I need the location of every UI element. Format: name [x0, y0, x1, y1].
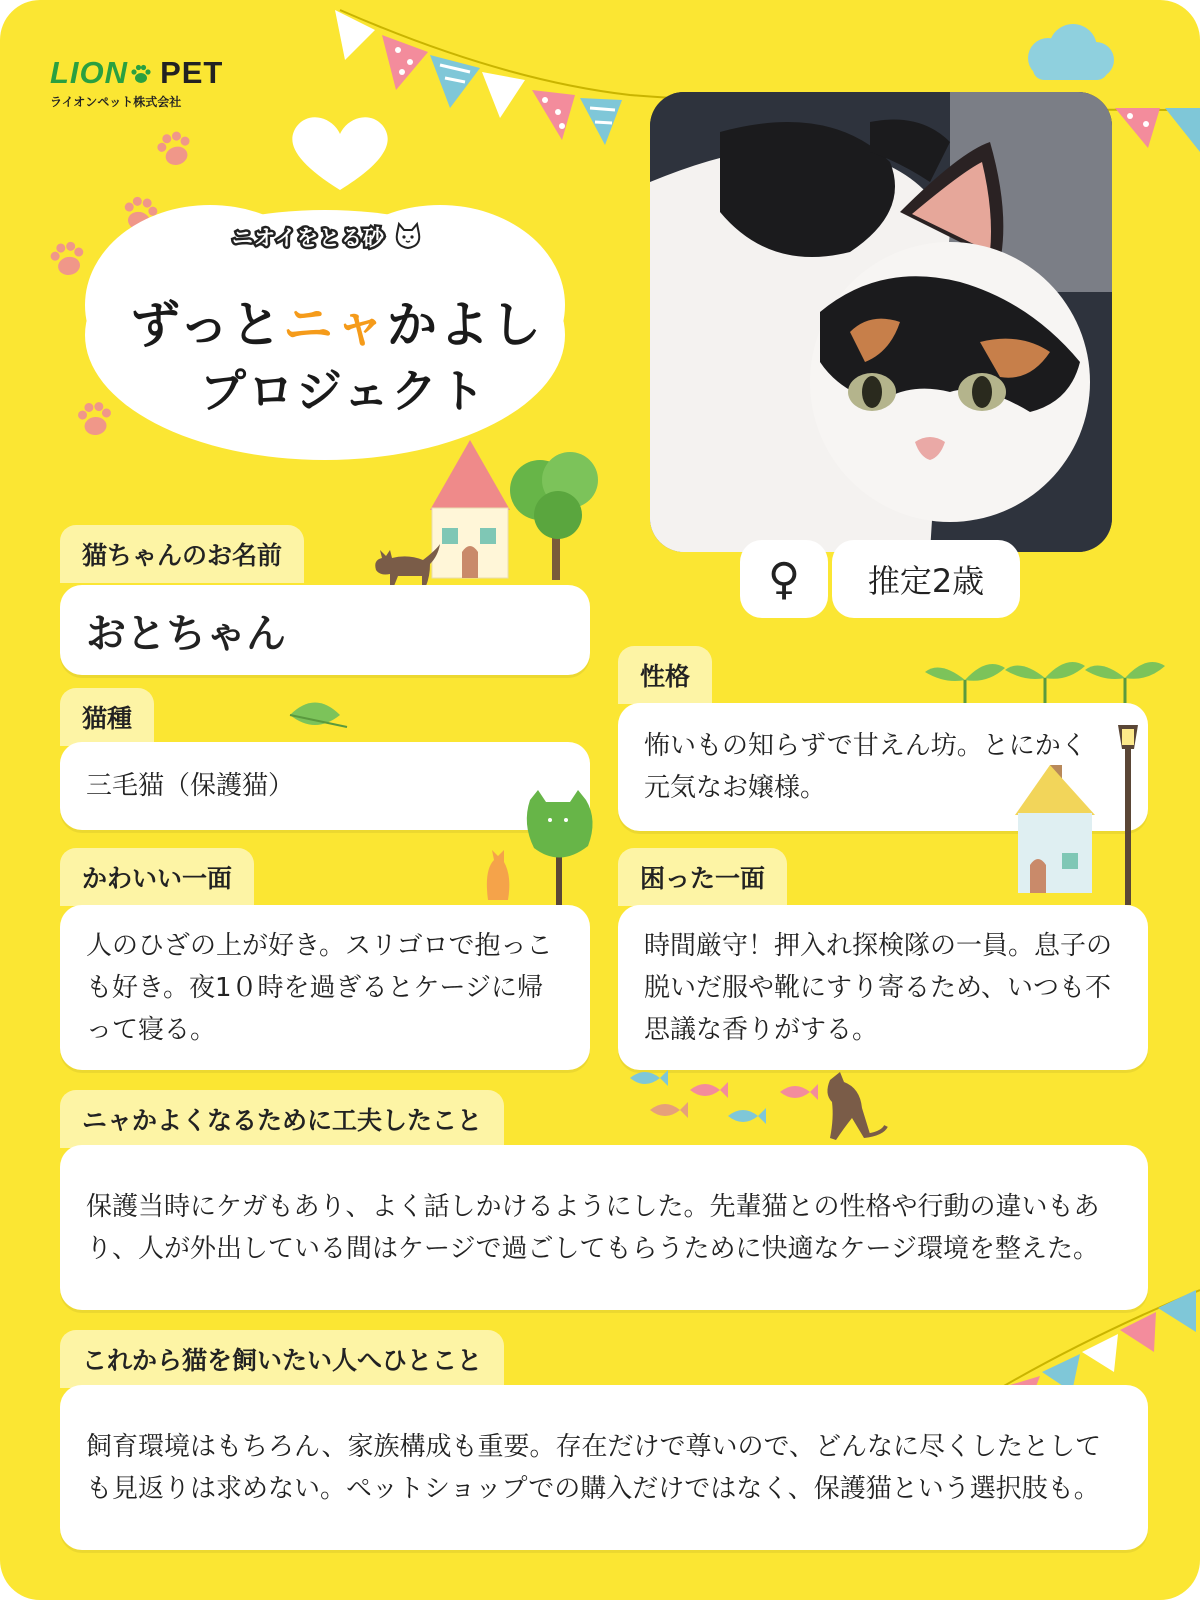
leaf-decoration — [285, 695, 350, 735]
brand-logo — [50, 55, 223, 110]
trouble-side-value: 時間厳守！押入れ探検隊の一員。息子の脱いだ服や靴にすり寄るため、いつも不思議な香りがする。 — [644, 930, 1113, 1045]
sex-badge — [740, 540, 828, 618]
title-accent: ニャ — [283, 296, 387, 354]
breed-label: 猫種 — [60, 688, 154, 746]
name-label: 猫ちゃんのお名前 — [60, 525, 304, 583]
heart-icon — [285, 112, 395, 192]
tree-cat-illustration — [480, 790, 600, 910]
personality-value: 怖いもの知らずで甘えん坊。とにかく元気なお嬢様。 — [644, 731, 1087, 803]
cute-side-box — [60, 905, 590, 1070]
paw-icon — [130, 63, 152, 85]
sprouts-decoration — [925, 650, 1165, 710]
message-label: これから猫を飼いたい人へひとこと — [60, 1330, 504, 1388]
calico-cat-image — [650, 92, 1112, 552]
breed-value: 三毛猫（保護猫） — [86, 771, 295, 801]
page-title — [130, 285, 570, 357]
name-box — [60, 585, 590, 675]
lamp-house-illustration — [1010, 715, 1160, 905]
house-tree-illustration — [420, 430, 600, 590]
company-name: ライオンペット株式会社 — [50, 95, 182, 109]
cat-photo — [650, 92, 1112, 552]
message-value: 飼育環境はもちろん、家族構成も重要。存在だけで尊いので、どんなに尽くしたとしても見返りは求めない。ペットショップでの購入だけではなく、保護猫という選択肢も。 — [86, 1431, 1102, 1504]
message-box — [60, 1385, 1148, 1550]
age-badge: 推定2歳 — [832, 540, 1020, 618]
product-name: ニオイをとる砂 — [232, 226, 385, 250]
cute-side-label: かわいい一面 — [60, 848, 254, 906]
title-part2: かよし — [387, 296, 543, 354]
cute-side-value: 人のひざの上が好き。スリゴロで抱っこも好き。夜1０時を過ぎるとケージに帰って寝る。 — [86, 930, 553, 1045]
effort-label: ニャかよくなるために工夫したこと — [60, 1090, 504, 1148]
cat-name: おとちゃん — [86, 610, 286, 657]
page-title-line2: プロジェクト — [200, 364, 488, 418]
female-icon: ♀ — [767, 553, 801, 605]
fish-cat-illustration — [620, 1058, 890, 1148]
cloud-decoration — [1018, 20, 1118, 85]
title-part1: ずっと — [130, 296, 283, 354]
trouble-side-label: 困った一面 — [618, 848, 787, 906]
product-badge — [232, 217, 425, 257]
walking-cat-illustration — [368, 540, 443, 590]
brand-name-right: PET — [160, 55, 224, 90]
personality-label: 性格 — [618, 646, 712, 704]
trouble-side-box — [618, 905, 1148, 1070]
brand-name-left: LION — [50, 55, 129, 90]
effort-value: 保護当時にケガもあり、よく話しかけるようにした。先輩猫との性格や行動の違いもあり、人が外出している間はケージで過ごしてもらうために快適なケージ環境を整えた。 — [86, 1191, 1100, 1264]
cat-mascot-icon — [391, 220, 425, 254]
